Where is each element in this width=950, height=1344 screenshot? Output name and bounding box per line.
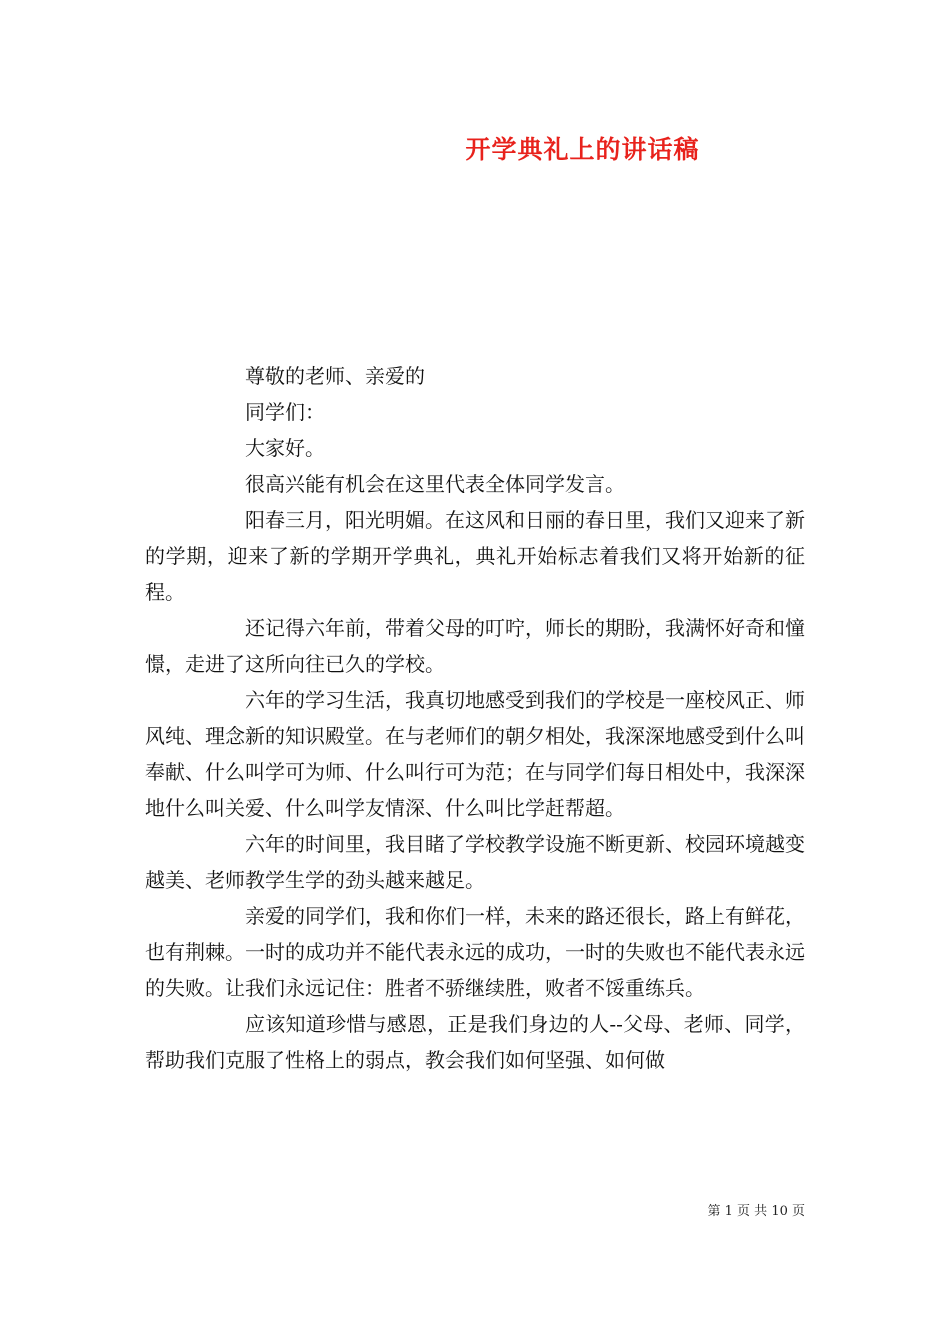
document-body	[145, 358, 805, 1078]
paragraph: 六年的时间里，我目睹了学校教学设施不断更新、校园环境越变越美、老师教学生学的劲头越来越足。	[145, 832, 805, 892]
paragraph: 应该知道珍惜与感恩，正是我们身边的人--父母、老师、同学，帮助我们克服了性格上的弱点，教会我们如何坚强、如何做	[145, 1012, 805, 1072]
paragraph: 阳春三月，阳光明媚。在这风和日丽的春日里，我们又迎来了新的学期，迎来了新的学期开学典礼，典礼开始标志着我们又将开始新的征程。	[145, 508, 805, 604]
paragraph-greeting: 大家好。	[245, 436, 325, 460]
paragraph: 很高兴能有机会在这里代表全体同学发言。	[245, 472, 625, 496]
paragraph-salutation-1: 尊敬的老师、亲爱的	[245, 364, 425, 388]
paragraph: 还记得六年前，带着父母的叮咛，师长的期盼，我满怀好奇和憧憬，走进了这所向往已久的学校。	[145, 616, 805, 676]
page-number-footer: 第 1 页 共 10 页	[707, 1204, 805, 1219]
paragraph: 亲爱的同学们，我和你们一样，未来的路还很长，路上有鲜花，也有荆棘。一时的成功并不能代表永远的成功，一时的失败也不能代表永远的失败。让我们永远记住：胜者不骄继续胜，败者不馁重练兵。	[145, 904, 805, 1000]
paragraph: 六年的学习生活，我真切地感受到我们的学校是一座校风正、师风纯、理念新的知识殿堂。在与老师们的朝夕相处，我深深地感受到什么叫奉献、什么叫学可为师、什么叫行可为范；在与同学们每日相处中，我深深地什么叫关爱、什么叫学友情深、什么叫比学赶帮超。	[145, 688, 805, 820]
document-title: 开学典礼上的讲话稿	[465, 135, 700, 164]
paragraph-salutation-2: 同学们：	[245, 400, 325, 424]
